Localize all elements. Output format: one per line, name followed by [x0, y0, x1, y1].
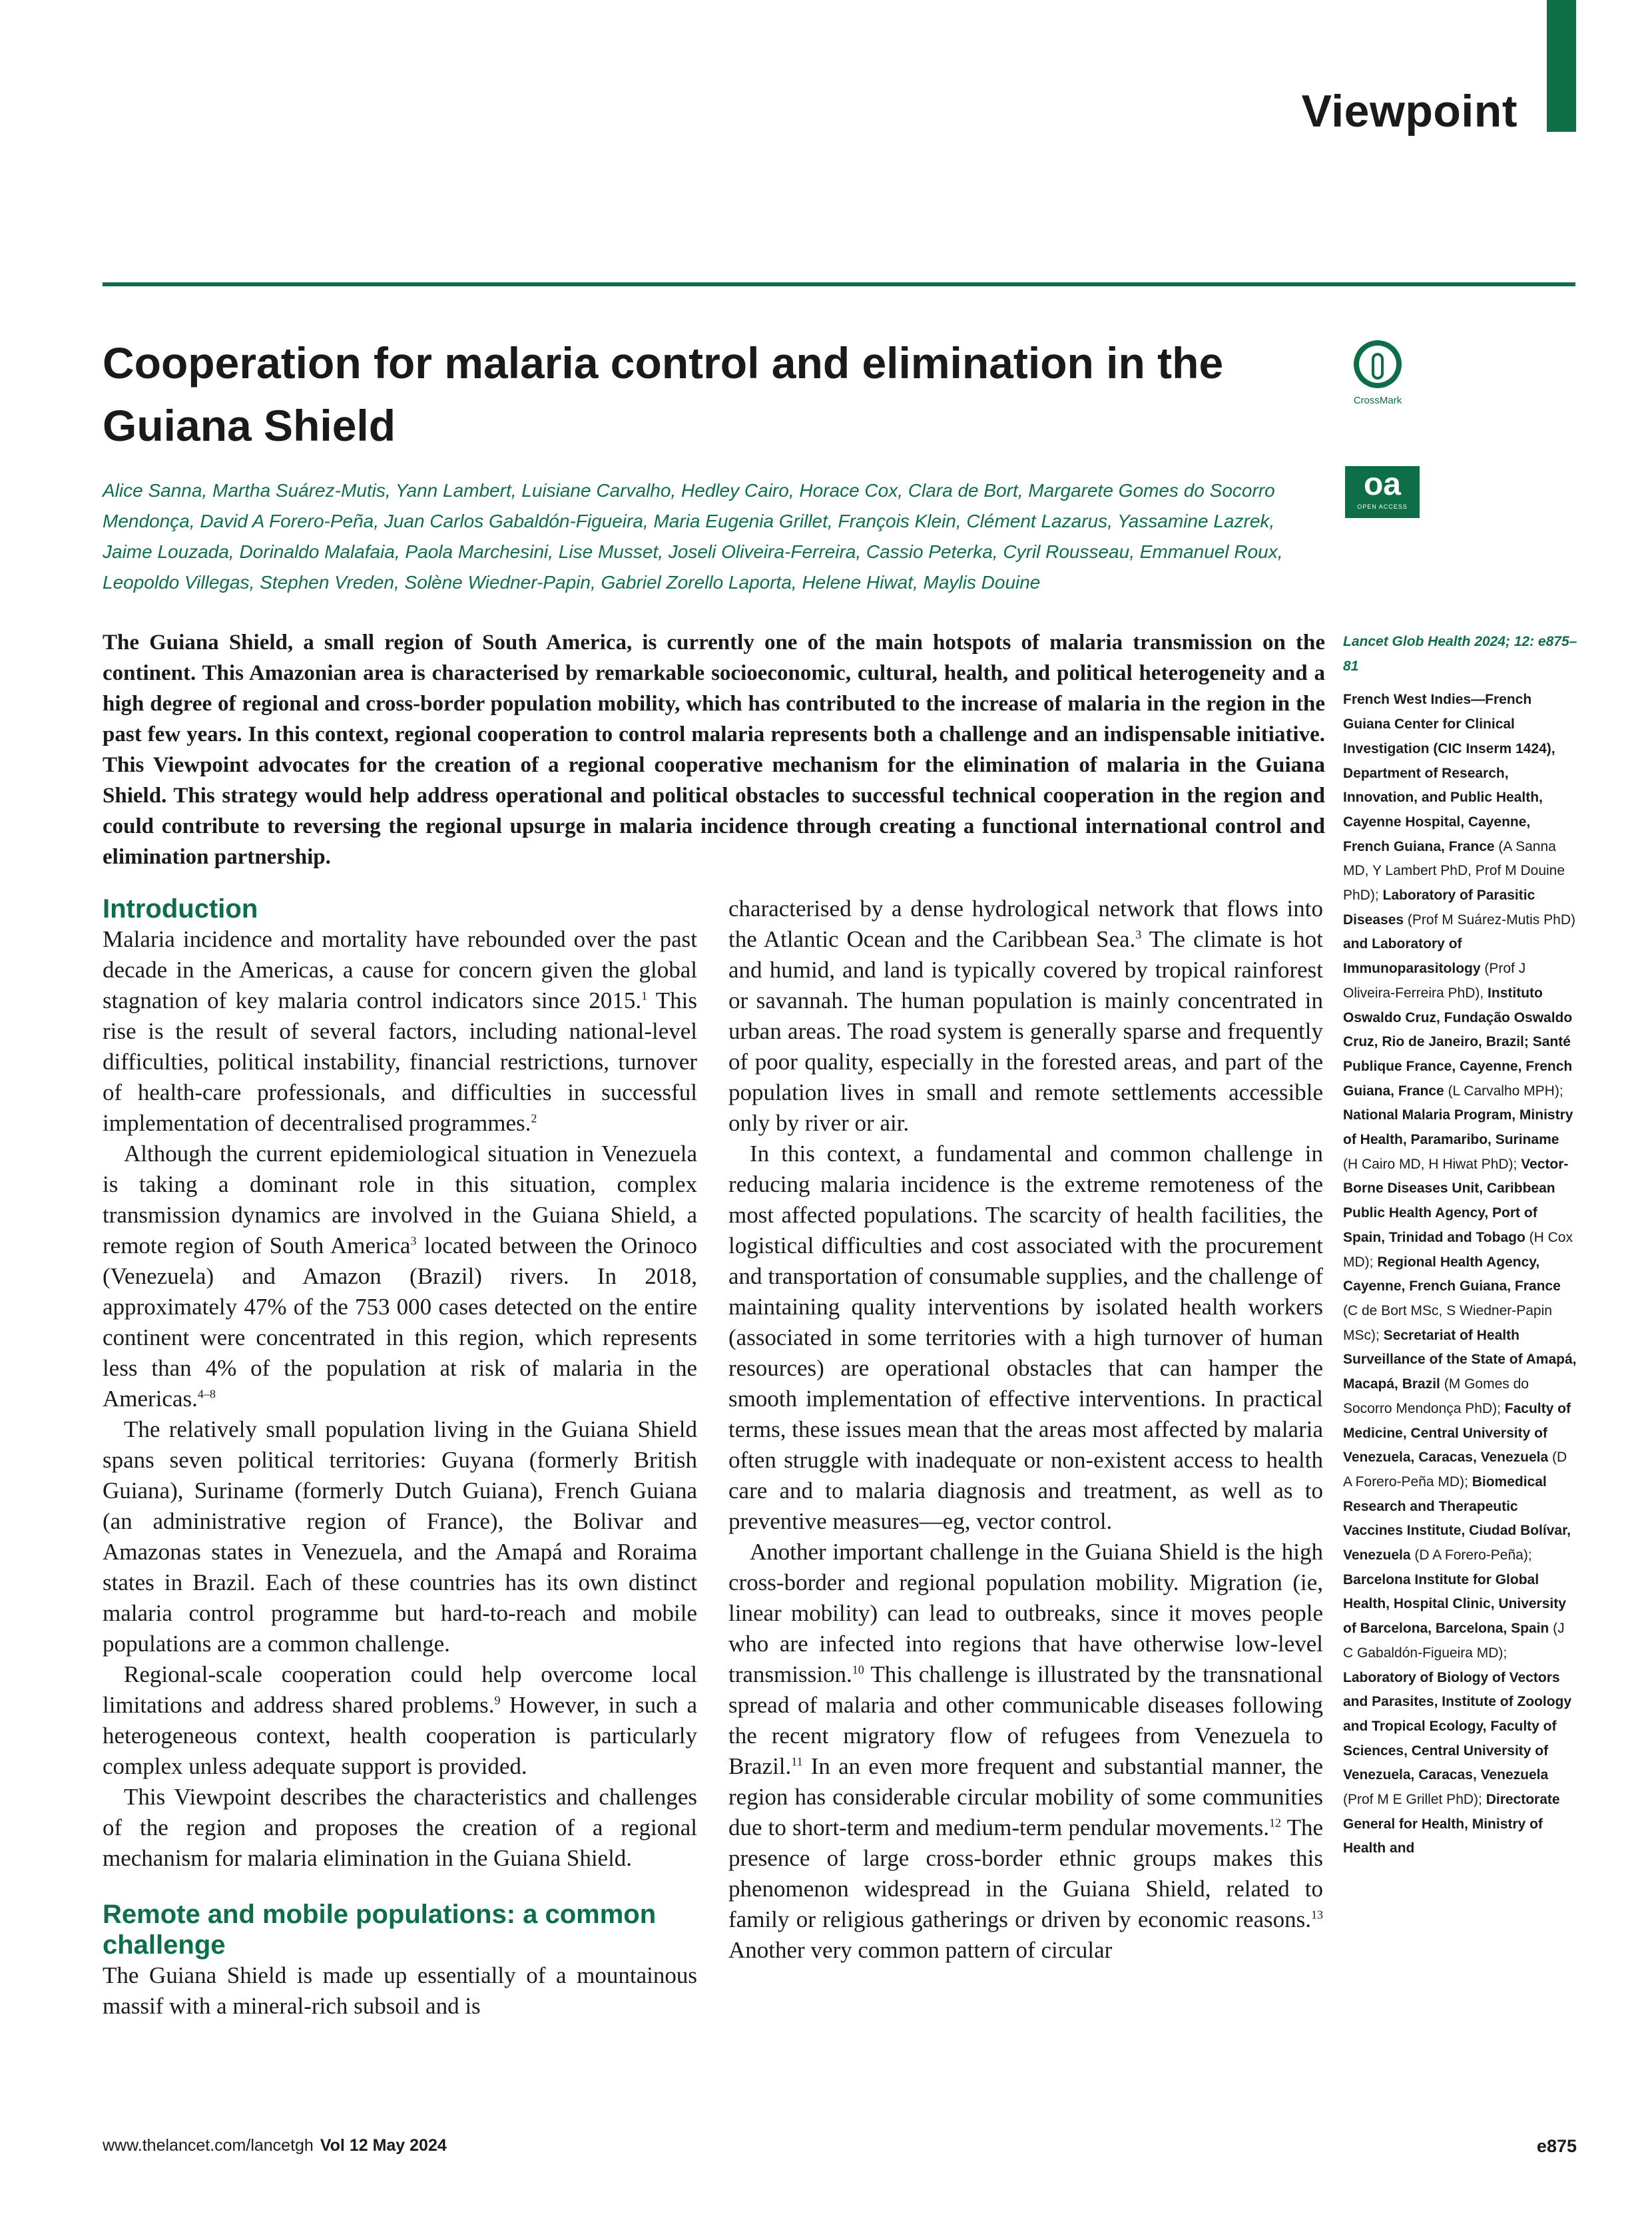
oa-mark: oa [1363, 467, 1401, 502]
paragraph: The Guiana Shield is made up essentially of a mountainous massif with a mineral-rich subsoil and is [103, 1962, 697, 2019]
body-column-left [103, 894, 697, 2022]
crossmark-icon [1352, 338, 1404, 390]
paragraph: Another important challenge in the Guiana Shield is the high cross-border and regional population mobility. Migration (ie, linear mobility) can lead to outbreaks, since it moves people who are infected into regions that have otherwise low-level transmission.$^{10}$ This challenge is illustrated by the transnational spread of malaria and other communicable diseases following the recent migratory flow of refugees from Venezuela to Brazil.$^{11}$ In an even more frequent and substantial manner, the region has considerable circular mobility of some communities due to short-term and medium-term pendular movements.$^{12}$ The presence of large cross-border ethnic groups makes this phenomenon widespread in the Guiana Shield, related to family or religious gatherings or driven by economic reasons.$^{13}$ Another very common pattern of circular [728, 1539, 1323, 1963]
paragraph: This Viewpoint describes the characteristics and challenges of the region and proposes the creation of a regional mechanism for malaria elimination in the Guiana Shield. [103, 1784, 697, 1871]
open-access-badge [1345, 466, 1420, 518]
heading-remote-mobile: Remote and mobile populations: a common challenge [103, 1900, 657, 1960]
crossmark-label: CrossMark [1353, 395, 1402, 406]
paragraph: Malaria incidence and mortality have rebounded over the past decade in the Americas, a cause for concern given the global stagnation of key malaria control indicators since 2015.$^1$ This rise is the result of several factors, including national-level difficulties, political instability, financial restrictions, turnover of health-care professionals, and difficulties in successful implementation of decentralised programmes.$^2$ [103, 926, 697, 1136]
paragraph: Although the current epidemiological situation in Venezuela is taking a dominant role in this situation, complex transmission dynamics are involved in the Guiana Shield, a remote region of South America$^3$ located between the Orinoco (Venezuela) and Amazon (Brazil) rivers. In 2018, approximately 47% of the 753 000 cases detected on the entire continent were concentrated in this region, which represents less than 4% of the population at risk of malaria in the Americas.$^{4-8}$ [103, 1141, 697, 1412]
header-rule [103, 282, 1575, 286]
paragraph: The relatively small population living in the Guiana Shield spans seven political territories: Guyana (formerly British Guiana), Suriname (formerly Dutch Guiana), French Guiana (an administrative region of France), the Bolivar and Amazonas states in Venezuela, and the Amapá and Roraima states in Brazil. Each of these countries has its own distinct malaria control programme but hard-to-reach and mobile populations are a common challenge. [103, 1416, 697, 1657]
author-list: Alice Sanna, Martha Suárez-Mutis, Yann Lambert, Luisiane Carvalho, Hedley Cairo, Horace Cox, Clara de Bort, Margarete Gomes do Socorro Mendonça, David A Forero-Peña, Juan Carlos Gabaldón-Figueira, Maria Eugenia Grillet, François Klein, Clément Lazarus, Yassamine Lazrek, Jaime Louzada, Dorinaldo Malafaia, Paola Marchesini, Lise Musset, Joseli Oliveira-Ferreira, Cassio Peterka, Cyril Rousseau, Emmanuel Roux, Leopoldo Villegas, Stephen Vreden, Solène Wiedner-Papin, Gabriel Zorello Laporta, Helene Hiwat, Maylis Douine [103, 480, 1283, 593]
article-title: Cooperation for malaria control and elimination in the Guiana Shield [103, 338, 1224, 450]
sidebar-notes [1343, 630, 1577, 1861]
section-label: Viewpoint [1301, 86, 1517, 137]
paragraph: In this context, a fundamental and common challenge in reducing malaria incidence is the extreme remoteness of the most affected populations. The scarcity of health facilities, the logistical difficulties and cost associated with the procurement and transportation of consumable supplies, and the challenge of maintaining quality interventions by isolated health workers (associated in some territories with a high turnover of human resources) are operational obstacles that can hamper the smooth implementation of effective interventions. In practical terms, these issues mean that the areas most affected by malaria often struggle with inadequate or non-existent access to health care and to malaria diagnosis and treatment, as well as to preventive measures—eg, vector control. [728, 1141, 1323, 1534]
heading-introduction: Introduction [103, 894, 258, 924]
crossmark-badge[interactable] [1345, 338, 1410, 406]
journal-url[interactable]: www.thelancet.com/lancetgh [103, 2136, 314, 2155]
affiliations: French West Indies—French Guiana Center for Clinical Investigation (CIC Inserm 1424), Department of Research, Innovation, and Public Health, Cayenne Hospital, Cayenne, French Guiana, France (A Sanna MD, Y Lambert PhD, Prof M Douine PhD); Laboratory of Parasitic Diseases (Prof M Suárez-Mutis PhD) and Laboratory of Immunoparasitology (Prof J Oliveira-Ferreira PhD), Instituto Oswaldo Cruz, Fundação Oswaldo Cruz, Rio de Janeiro, Brazil; Santé Publique France, Cayenne, French Guiana, France (L Carvalho MPH); National Malaria Program, Ministry of Health, Paramaribo, Suriname (H Cairo MD, H Hiwat PhD); Vector-Borne Diseases Unit, Caribbean Public Health Agency, Port of Spain, Trinidad and Tobago (H Cox MD); Regional Health Agency, Cayenne, French Guiana, France (C de Bort MSc, S Wiedner-Papin MSc); Secretariat of Health Surveillance of the State of Amapá, Macapá, Brazil (M Gomes do Socorro Mendonça PhD); Faculty of Medicine, Central University of Venezuela, Caracas, Venezuela (D A Forero-Peña MD); Biomedical Research and Therapeutic Vaccines Institute, Ciudad Bolívar, Venezuela (D A Forero-Peña); Barcelona Institute for Global Health, Hospital Clinic, University of Barcelona, Barcelona, Spain (J C Gabaldón-Figueira MD); Laboratory of Biology of Vectors and Parasites, Institute of Zoology and Tropical Ecology, Faculty of Sciences, Central University of Venezuela, Caracas, Venezuela (Prof M E Grillet PhD); Directorate General for Health, Ministry of Health and [1343, 692, 1577, 1856]
body-column-middle [728, 894, 1323, 1966]
citation: Lancet Glob Health 2024; 12: e875–81 [1343, 634, 1577, 674]
paragraph: Regional-scale cooperation could help overcome local limitations and address shared problems.$^9$ However, in such a heterogeneous context, health cooperation is particularly complex unless adequate support is provided. [103, 1661, 697, 1779]
volume-issue: Vol 12 May 2024 [320, 2136, 447, 2155]
oa-sub-label: OPEN ACCESS [1357, 503, 1408, 510]
paragraph: characterised by a dense hydrological network that flows into the Atlantic Ocean and the Caribbean Sea.$^3$ The climate is hot and humid, and land is typically covered by tropical rainforest or savannah. The human population is mainly concentrated in urban areas. The road system is generally sparse and frequently of poor quality, especially in the forested areas, and part of the population lives in small and remote settlements accessible only by river or air. [728, 896, 1323, 1136]
footer-left [103, 2136, 447, 2155]
top-accent-bar [1547, 0, 1576, 132]
page-number: e875 [1536, 2136, 1577, 2156]
abstract: The Guiana Shield, a small region of South America, is currently one of the main hotspots of malaria transmission on the continent. This Amazonian area is characterised by remarkable socioeconomic, cultural, health, and political heterogeneity and a high degree of regional and cross-border population mobility, which has contributed to the increase of malaria in the region in the past few years. In this context, regional cooperation to control malaria represents both a challenge and an indispensable initiative. This Viewpoint advocates for the creation of a regional cooperative mechanism for the elimination of malaria in the Guiana Shield. This strategy would help address operational and political obstacles to successful technical cooperation in the region and could contribute to reversing the regional upsurge in malaria incidence through creating a functional international control and elimination partnership. [103, 631, 1325, 869]
